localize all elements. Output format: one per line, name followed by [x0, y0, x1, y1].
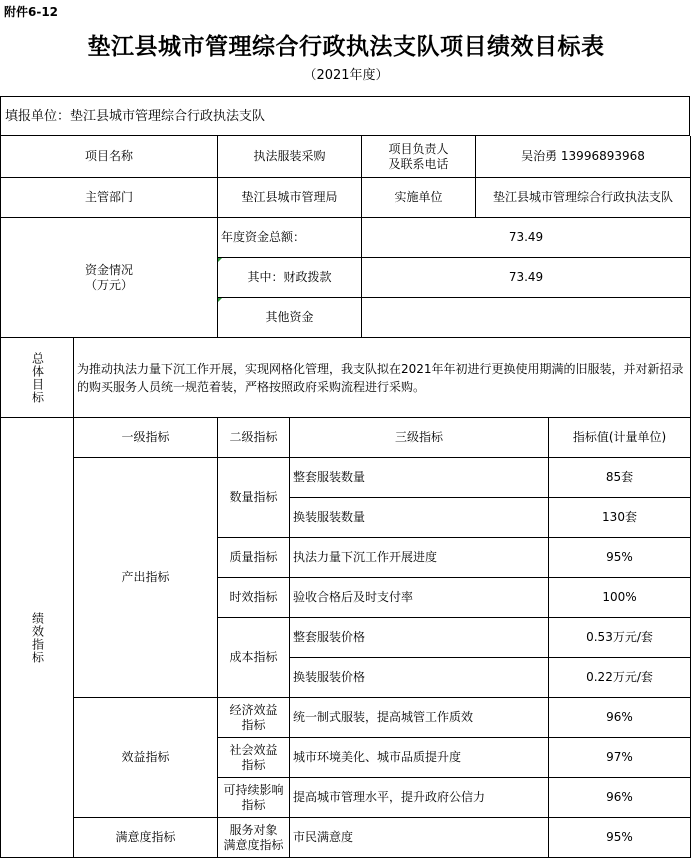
indicator-name: 换装服装价格 [290, 658, 549, 698]
indicator-name: 统一制式服装，提高城管工作质效 [290, 698, 549, 738]
level2-social-line1: 社会效益 [229, 742, 278, 757]
page-title: 垫江县城市管理综合行政执法支队项目绩效目标表 [87, 33, 605, 60]
funds-label [1, 218, 218, 338]
level2-time: 时效指标 [218, 578, 290, 618]
impl-value: 垫江县城市管理综合行政执法支队 [476, 178, 691, 218]
indicator-name: 执法力量下沉工作开展进度 [290, 538, 549, 578]
indicator-name: 换装服装数量 [290, 498, 549, 538]
indicator-value: 0.22万元/套 [549, 658, 691, 698]
reporting-unit: 填报单位：垫江县城市管理综合行政执法支队 [0, 96, 690, 136]
header-value: 指标值(计量单位) [549, 418, 691, 458]
indicator-value: 85套 [549, 458, 691, 498]
funds-total-value: 73.49 [362, 218, 691, 258]
indicator-value: 130套 [549, 498, 691, 538]
funds-other-label: 其他资金 [218, 298, 362, 338]
indicator-value: 95% [549, 538, 691, 578]
funds-total-label: 年度资金总额： [218, 218, 362, 258]
funds-label-line1: 资金情况 [84, 262, 133, 277]
funds-label-line2: （万元） [84, 277, 133, 292]
header-level3: 三级指标 [290, 418, 549, 458]
goal-text: 为推动执法力量下沉工作开展，实现网格化管理，我支队拟在2021年年初进行更换使用期满的旧服装，并对新招录的购买服务人员统一规范着装，严格按照政府采购流程进行采购。 [74, 338, 691, 418]
dept-label: 主管部门 [1, 178, 218, 218]
indicator-value: 100% [549, 578, 691, 618]
indicator-value: 96% [549, 698, 691, 738]
header-level2: 二级指标 [218, 418, 290, 458]
level2-economic-line1: 经济效益 [229, 702, 278, 717]
project-name-value: 执法服装采购 [218, 136, 362, 178]
project-contact-label [362, 136, 476, 178]
indicator-name: 整套服装价格 [290, 618, 549, 658]
indicator-name: 提高城市管理水平，提升政府公信力 [290, 778, 549, 818]
contact-label-line1: 项目负责人 [388, 141, 449, 156]
level2-cost: 成本指标 [218, 618, 290, 698]
level2-social-line2: 指标 [241, 757, 266, 772]
indicator-value: 96% [549, 778, 691, 818]
impl-label: 实施单位 [362, 178, 476, 218]
funds-fiscal-label: 其中：财政拨款 [218, 258, 362, 298]
perf-label: 绩效指标 [1, 418, 74, 858]
level2-social [218, 738, 290, 778]
level2-service-line1: 服务对象 [229, 822, 278, 837]
goal-label: 总体目标 [1, 338, 74, 418]
indicator-name: 验收合格后及时支付率 [290, 578, 549, 618]
level2-quantity: 数量指标 [218, 458, 290, 538]
cell-marker [218, 298, 222, 302]
indicator-value: 0.53万元/套 [549, 618, 691, 658]
attachment-label: 附件6-12 [4, 5, 59, 19]
funds-fiscal-value: 73.49 [362, 258, 691, 298]
level1-benefit: 效益指标 [74, 698, 218, 818]
level2-economic [218, 698, 290, 738]
indicator-value: 97% [549, 738, 691, 778]
indicator-name: 整套服装数量 [290, 458, 549, 498]
performance-table [0, 136, 690, 858]
level2-sustainable-line1: 可持续影响 [223, 782, 284, 797]
indicator-name: 城市环境美化、城市品质提升度 [290, 738, 549, 778]
contact-label-line2: 及联系电话 [388, 156, 449, 171]
level1-satisfaction: 满意度指标 [74, 818, 218, 858]
dept-value: 垫江县城市管理局 [218, 178, 362, 218]
level2-service [218, 818, 290, 858]
level2-sustainable [218, 778, 290, 818]
level1-output: 产出指标 [74, 458, 218, 698]
funds-other-value [362, 298, 691, 338]
indicator-name: 市民满意度 [290, 818, 549, 858]
level2-economic-line2: 指标 [241, 717, 266, 732]
level2-quality: 质量指标 [218, 538, 290, 578]
level2-sustainable-line2: 指标 [241, 797, 266, 812]
level2-service-line2: 满意度指标 [223, 837, 284, 852]
header-level1: 一级指标 [74, 418, 218, 458]
year-label: （2021年度） [303, 68, 389, 83]
project-contact-value: 吴治勇 13996893968 [476, 136, 691, 178]
project-name-label: 项目名称 [1, 136, 218, 178]
cell-marker [218, 258, 222, 262]
indicator-value: 95% [549, 818, 691, 858]
